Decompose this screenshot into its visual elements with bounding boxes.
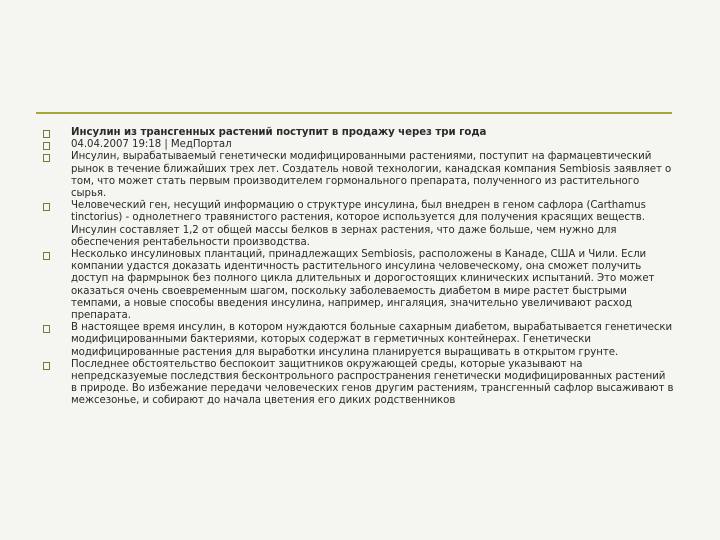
square-bullet-icon [43,142,50,150]
square-bullet-icon [43,252,50,260]
paragraph [42,322,674,359]
bullet-list [42,127,674,408]
paragraph-text: В настоящее время инсулин, в котором нуждаются больные сахарным диабетом, вырабатывается генетически модифицированными бактериями, которых содержат в герметичных контейнерах. Генетически модифицированные растения для выработки инсулина планируется выращивать в открытом грунте. [71,322,673,358]
square-bullet-icon [43,362,50,370]
accent-rule [36,112,672,114]
square-bullet-icon [43,154,50,162]
headline [42,127,674,139]
paragraph-text: Последнее обстоятельство беспокоит защитников окружающей среды, которые указывают на непредсказуемые последствия бесконтрольного распространения генетически модифицированных растений в природе. Во избежание передачи человеческих генов другим растениям, трансгенный сафлор высаживают в межсезонье, и собирают до начала цветения его диких родственников [71,358,674,407]
paragraph-text: Инсулин, вырабатываемый генетически модифицированными растениями, поступит на фармацевтический рынок в течение ближайших трех лет. Создатель новой технологии, канадская компания Sembiosis заявляет о том, что может стать первым производителем гормонального препарата, полученного из растительного сырья. [71,151,672,200]
dateline-text: 04.04.2007 19:18 | МедПортал [71,139,232,151]
paragraph-text: Человеческий ген, несущий информацию о структуре инсулина, был внедрен в геном сафлора (Carthamus tinctorius) - однолетнего травянистого растения, которое используется для получения красящих веществ. Инсулин составляет 1,2 от общей массы белков в зернах растения, что даже больше, чем нужно для обеспечения рентабельности производства. [71,200,646,248]
square-bullet-icon [43,325,50,333]
dateline [42,139,674,151]
paragraph [42,200,674,249]
square-bullet-icon [43,203,50,211]
square-bullet-icon [43,130,50,138]
paragraph [42,151,674,200]
paragraph-text: Несколько инсулиновых плантаций, принадлежащих Sembiosis, расположены в Канаде, США и Чили. Если компании удастся доказать идентичность растительного инсулина человеческому, она сможет получить доступ на фармрынок без полного цикла длительных и дорогостоящих клинических испытаний. Это может оказаться очень своевременным шагом, поскольку заболеваемость диабетом в мире растет быстрыми темпами, а новые способы введения инсулина, например, ингаляция, значительно увеличивают расход препарата. [71,249,655,322]
paragraph [42,359,674,408]
headline-text: Инсулин из трансгенных растений поступит в продажу через три года [71,127,487,138]
paragraph [42,249,674,322]
